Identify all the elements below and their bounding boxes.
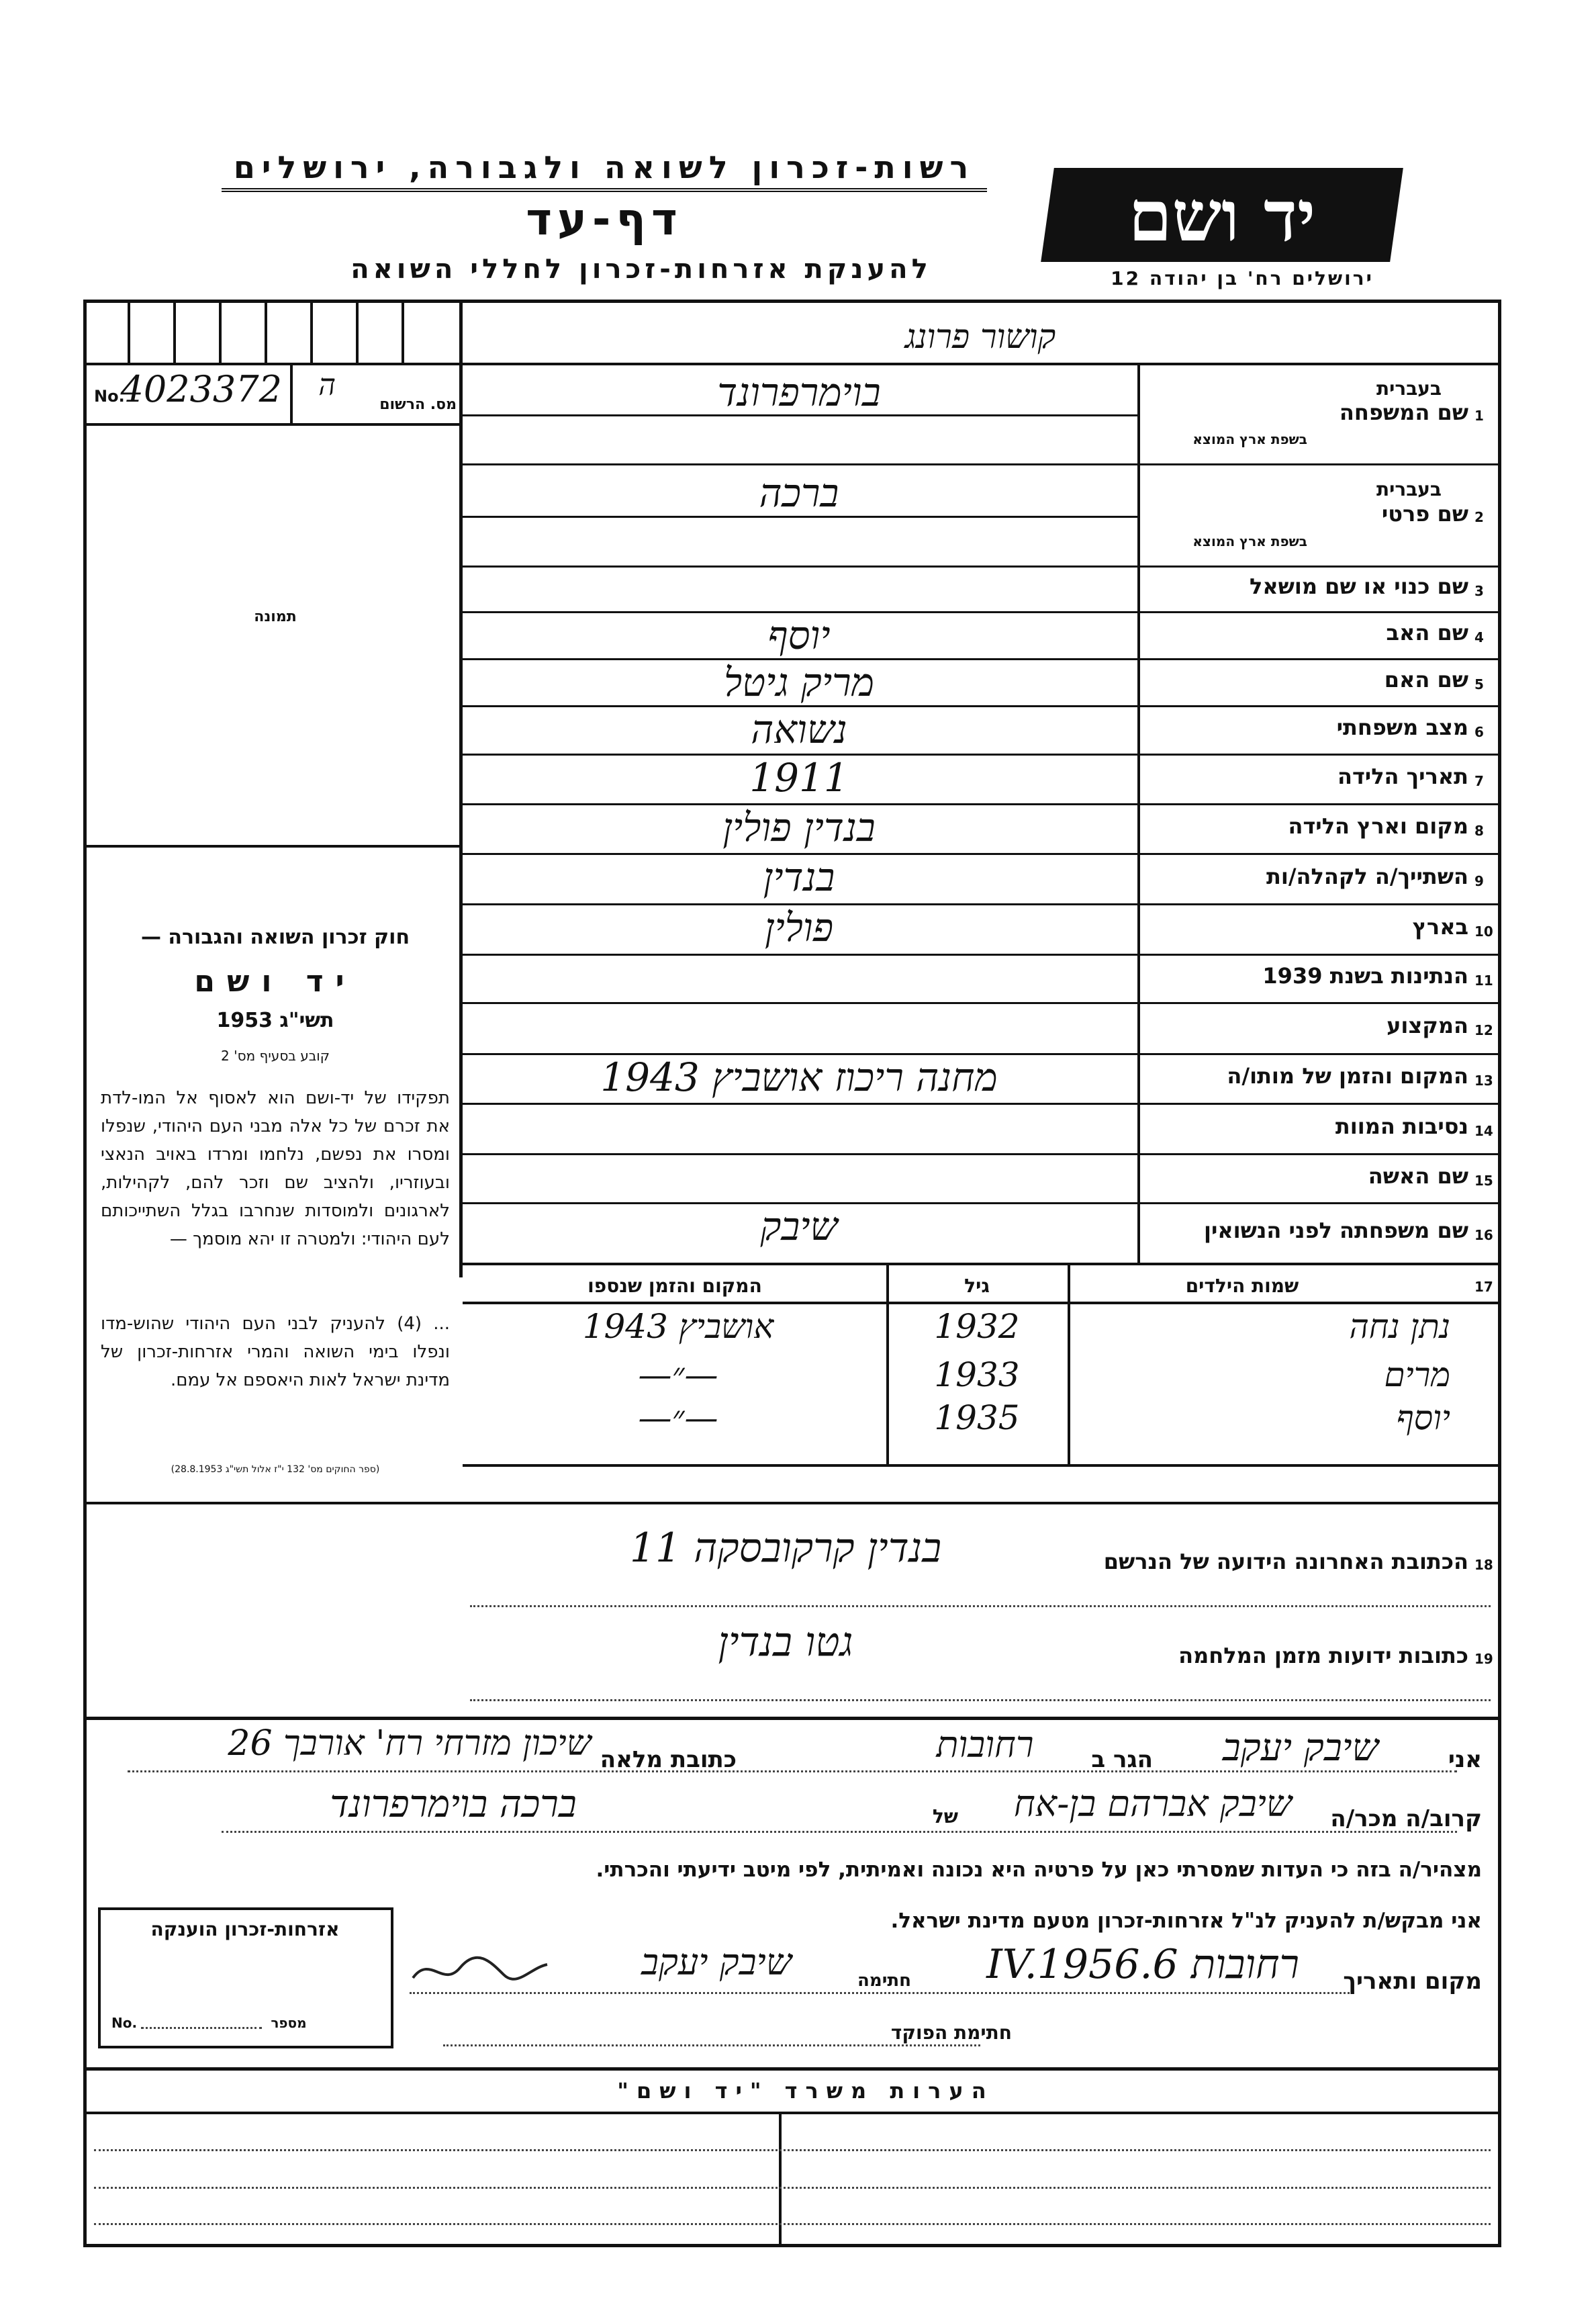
certificate-title: אזרחות-זכרון הוענקה bbox=[150, 1918, 340, 1940]
decl-relative-value: שיבק אברהם בן-אח bbox=[1013, 1782, 1293, 1825]
field-sub-hebrew-2: בעברית bbox=[1376, 478, 1442, 500]
decl-full-address-value: שיכון מזרחי רח' אורבך 26 bbox=[228, 1723, 592, 1764]
form-subtitle: להענקת אזרחות-זכרון לחללי השואה bbox=[350, 254, 932, 285]
field-value-19: גטו בנדין bbox=[718, 1619, 853, 1666]
field-label-16: שם משפחתה לפני הנשואין bbox=[1203, 1218, 1468, 1243]
registration-no-label: No. bbox=[94, 387, 125, 406]
field-number-16: 16 bbox=[1474, 1227, 1493, 1243]
decl-signature-label: חתימה bbox=[857, 1971, 911, 1991]
field-value-4: יוסף bbox=[767, 613, 831, 658]
children-col-age: גיל bbox=[964, 1275, 990, 1297]
field-label-5: שם האם bbox=[1384, 667, 1468, 692]
child-name: יוסף bbox=[1396, 1398, 1450, 1437]
field-number-1: 1 bbox=[1474, 408, 1484, 424]
child-death-place: —״— bbox=[638, 1355, 718, 1394]
certificate-no-label: No. bbox=[111, 2015, 138, 2031]
children-col-place: המקום והזמן שנספו bbox=[588, 1275, 762, 1297]
child-age: 1933 bbox=[934, 1355, 1020, 1394]
registration-no-value: 4023372 bbox=[120, 368, 282, 410]
field-number-11: 11 bbox=[1474, 973, 1493, 989]
children-col-names: שמות הילדים bbox=[1185, 1275, 1299, 1297]
field-label-8: מקום וארץ הלידה bbox=[1288, 813, 1468, 839]
field-number-2: 2 bbox=[1474, 509, 1484, 525]
field-label-6: מצב משפחתי bbox=[1336, 715, 1468, 740]
child-age: 1935 bbox=[934, 1398, 1020, 1437]
field-number-13: 13 bbox=[1474, 1073, 1493, 1089]
authority-title: רשות-זכרון לשואה ולגבורה, ירושלים bbox=[222, 149, 987, 192]
photo-label: תמונה bbox=[254, 608, 297, 625]
field-number-17: 17 bbox=[1474, 1279, 1493, 1295]
decl-i-label: אני bbox=[1448, 1746, 1482, 1773]
field-sub-hebrew-1: בעברית bbox=[1376, 377, 1442, 400]
field-value-1: בוימרפרונד bbox=[717, 369, 881, 415]
field-number-15: 15 bbox=[1474, 1172, 1493, 1189]
field-sub-origin-1: בשפת ארץ המוצא bbox=[1192, 431, 1307, 447]
field-sub-origin-2: בשפת ארץ המוצא bbox=[1192, 533, 1307, 549]
field-value-9: בנדין bbox=[763, 854, 835, 900]
field-number-3: 3 bbox=[1474, 583, 1484, 599]
child-name: נתן נחה bbox=[1349, 1307, 1450, 1346]
field-label-13: המקום והזמן של מותו/ה bbox=[1227, 1063, 1468, 1089]
field-value-10: פולין bbox=[764, 905, 834, 950]
field-number-10: 10 bbox=[1474, 923, 1493, 940]
law-clause: ... (4) להעניק לבני העם היהודי שהוש-מדו ונפלו בימי השואה והמרי אזרחות-זכרון של מדינת ישראל לאות היאספם אל עמם. bbox=[101, 1314, 450, 1390]
field-label-11: הנתינות בשנת 1939 bbox=[1262, 963, 1468, 989]
field-number-9: 9 bbox=[1474, 872, 1484, 889]
field-value-16: שיבק bbox=[760, 1204, 838, 1249]
address-line: ירושלים רח' בן יהודה 12 bbox=[1111, 267, 1374, 289]
law-body: תפקידו של יד-ושם הוא לאסוף אל המו-לדת את זכרם של כל אלה מבני העם היהודי, שנפלו ומסרו את נפשם, נלחמו ומרדו באויב הנאצי ובעוזריו, ולהציב שם וזכר להם, לקהילות, לארגונים ולמוסדות שנחרבו בגלל השתייכותם לעם היהודי: ולמטרה זו יהא מוסמך — bbox=[101, 1088, 450, 1249]
field-label-7: תאריך הלידה bbox=[1337, 764, 1468, 789]
field-number-6: 6 bbox=[1474, 724, 1484, 740]
child-death-place: אושביץ 1943 bbox=[582, 1307, 774, 1346]
field-number-5: 5 bbox=[1474, 676, 1484, 692]
certificate-number-label: מספר bbox=[271, 2015, 307, 2031]
field-number-14: 14 bbox=[1474, 1122, 1493, 1139]
decl-resident-value: רחובות bbox=[936, 1723, 1034, 1766]
field-value-7: 1911 bbox=[749, 755, 849, 801]
signature-flourish-icon bbox=[410, 1948, 551, 1995]
field-label-2: שם פרטי bbox=[1381, 501, 1468, 527]
decl-request: אני מבקש/ת להעניק לנ"ל אזרחות-זכרון מטעם מדינת ישראל. bbox=[890, 1909, 1482, 1933]
field-label-12: המקצוע bbox=[1387, 1013, 1468, 1038]
decl-place-date-value: רחובות 6.IV.1956 bbox=[986, 1941, 1299, 1988]
field-value-13: מחנה ריכוז אושביץ 1943 bbox=[600, 1054, 998, 1100]
law-name: יד ושם bbox=[194, 964, 357, 999]
field-number-7: 7 bbox=[1474, 773, 1484, 789]
decl-i-value: שיבק יעקב bbox=[1222, 1726, 1379, 1770]
field-label-19: כתובות ידועות מזמן המלחמה bbox=[1178, 1643, 1468, 1668]
child-name: מרים bbox=[1384, 1355, 1450, 1394]
logo-text: יד ושם bbox=[1128, 175, 1316, 257]
decl-of-label: של bbox=[932, 1805, 958, 1827]
decl-statement: מצהיר/ה בזה כי העדות שמסרתי כאן על פרטיה היא נכונה ואמיתית, לפי מיטב ידיעתי והכרתי. bbox=[596, 1858, 1482, 1882]
decl-signature-value: שיבק יעקב bbox=[641, 1941, 792, 1983]
decl-of-value: ברכה בוימרפרונד bbox=[330, 1782, 577, 1826]
decl-relative-label: קרוב/ה מכר/ה bbox=[1330, 1805, 1482, 1832]
child-death-place: —״— bbox=[638, 1398, 718, 1437]
registration-reg-label: מס. הרשום bbox=[379, 396, 457, 413]
decl-place-date-label: מקום ותאריך bbox=[1343, 1968, 1482, 1995]
field-label-18: הכתובת האחרונה הידועה של הנרשם bbox=[1103, 1549, 1468, 1574]
field-value-6: נשואה bbox=[751, 707, 847, 752]
form-title: דף-עד bbox=[526, 193, 683, 245]
decl-officer-label: חתימת הפוקד bbox=[890, 2022, 1012, 2044]
field-number-8: 8 bbox=[1474, 823, 1484, 839]
field-label-3: שם כנוי או שם מושאל bbox=[1249, 574, 1468, 599]
decl-resident-label: הגר ב bbox=[1091, 1746, 1153, 1773]
field-label-9: השתייך/ה לקהלה/ות bbox=[1266, 863, 1468, 889]
field-value-8: בנדין פולין bbox=[722, 805, 876, 850]
decl-full-address-label: כתובת מלאה bbox=[600, 1746, 737, 1773]
field-number-19: 19 bbox=[1474, 1651, 1493, 1667]
field-number-4: 4 bbox=[1474, 629, 1484, 645]
field-label-1: שם המשפחה bbox=[1339, 400, 1468, 425]
field-label-14: נסיבות המוות bbox=[1335, 1113, 1468, 1139]
field-number-12: 12 bbox=[1474, 1022, 1493, 1038]
field-label-15: שם האשה bbox=[1368, 1163, 1468, 1189]
field-number-18: 18 bbox=[1474, 1557, 1493, 1573]
child-age: 1932 bbox=[934, 1307, 1020, 1346]
field-value-2: ברכה bbox=[759, 470, 839, 516]
law-year: תשי"ג 1953 bbox=[216, 1009, 334, 1032]
field-value-5: מריק גיטל bbox=[723, 660, 875, 705]
field-label-4: שם האב bbox=[1386, 620, 1468, 645]
top-handwritten: קושור פרונג bbox=[904, 317, 1056, 356]
law-title: חוק זכרון השואה והגבורה — bbox=[140, 925, 410, 949]
law-source: (ספר החוקים מס' 132 י"ז אלול תשי"ג 28.8.1953) bbox=[171, 1464, 380, 1475]
field-value-18: בנדין קרקובסקה 11 bbox=[629, 1525, 942, 1572]
field-label-10: בארץ bbox=[1412, 913, 1468, 940]
law-ref: קובע בסעיף מס' 2 bbox=[221, 1048, 330, 1064]
remarks-title: הערות משרד "יד ושם" bbox=[617, 2078, 994, 2104]
registration-reg-value: ה bbox=[318, 368, 336, 402]
